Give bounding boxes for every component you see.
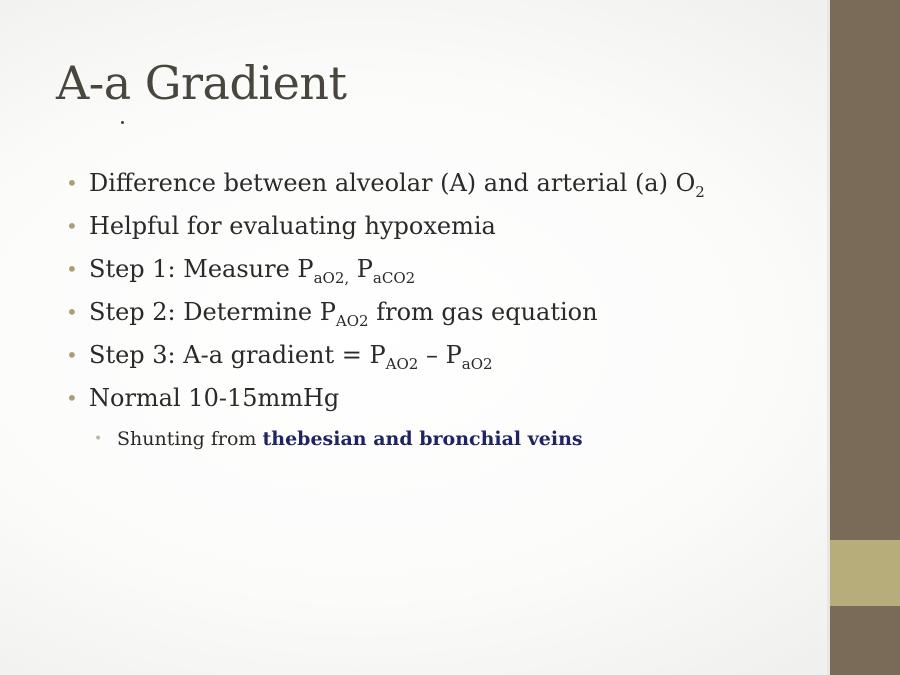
bullet-icon: •	[66, 214, 78, 238]
bullet-item	[66, 250, 806, 293]
bullet-text: Step 1: Measure $P_{aO2,}$ $P_{aCO2}$	[89, 255, 416, 287]
bullet-icon: •	[66, 300, 78, 324]
bullet-text: Difference between alveolar (A) and arterial (a) $O_2$	[89, 169, 705, 201]
bullet-text: Step 3: A-a gradient = $P_{AO2} - P_{aO2}$	[89, 341, 493, 373]
bullet-text: Helpful for evaluating hypoxemia	[89, 212, 496, 240]
slide-title: A-a Gradient	[56, 56, 347, 110]
bullet-text: Normal 10-15mmHg	[89, 384, 340, 412]
bullet-item	[66, 379, 806, 422]
bullet-item	[66, 164, 806, 207]
stray-dot	[121, 121, 124, 124]
sub-bullet-text: Shunting from thebesian and bronchial veins	[117, 428, 583, 450]
bullet-icon: •	[66, 257, 78, 281]
bullet-item	[66, 207, 806, 250]
sub-bullet-icon: •	[94, 431, 103, 447]
bullet-icon: •	[66, 343, 78, 367]
bullet-item	[66, 293, 806, 336]
emphasis-text: thebesian and bronchial veins	[262, 428, 583, 450]
side-bar-accent	[830, 540, 900, 606]
bullet-item	[66, 336, 806, 379]
bullet-icon: •	[66, 171, 78, 195]
sub-bullet-item	[66, 422, 806, 456]
bullet-list	[66, 164, 806, 456]
bullet-icon: •	[66, 386, 78, 410]
bullet-text: Step 2: Determine $P_{AO2}$ from gas equation	[89, 298, 598, 330]
